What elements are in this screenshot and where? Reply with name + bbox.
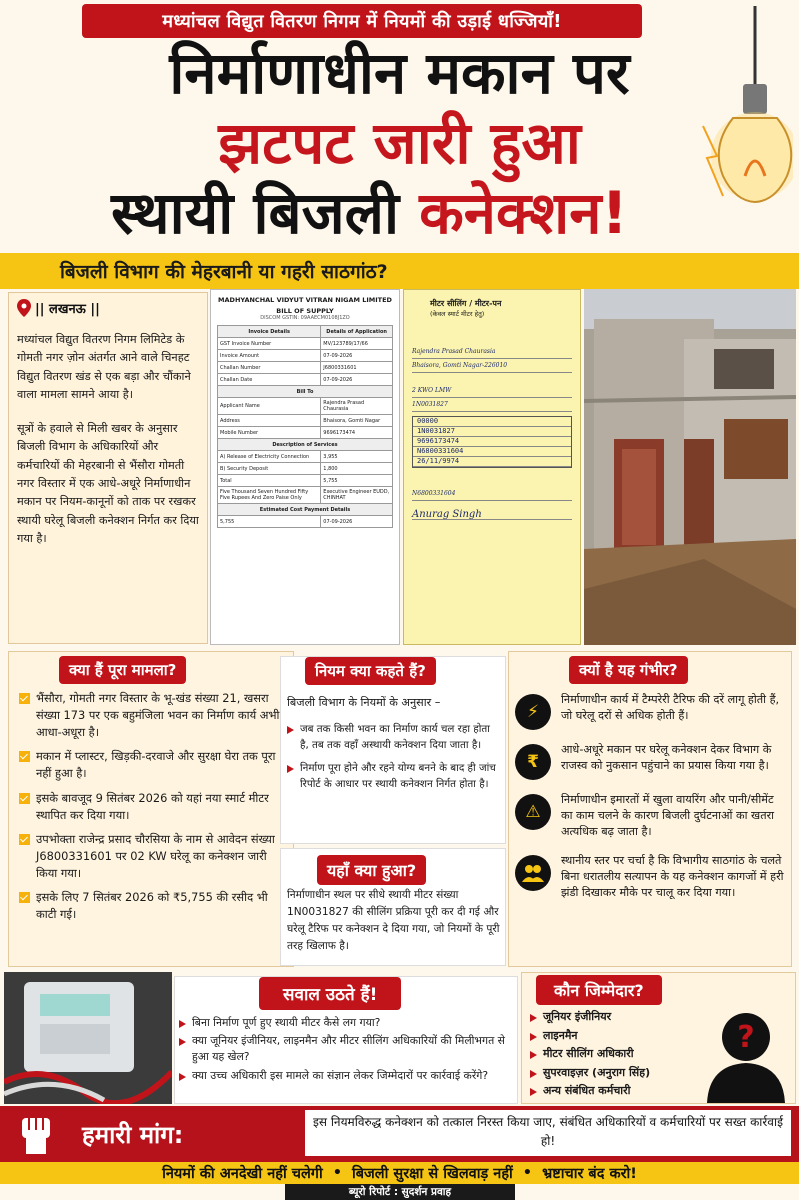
serious-point: स्थानीय स्तर पर चर्चा है कि विभागीय साठगांठ के चलते बिना धरातलीय सत्यापन के यह कनेक्शन कागजों में हरी झंडी दिखाकर मौके पर चालू कर दिया गया। [561, 853, 784, 900]
list-item [515, 742, 787, 780]
seal-reading: 1N0031827 [413, 427, 571, 437]
warning-icon: ⚠ [515, 794, 551, 830]
bill-gstin: DISCOM GSTIN: 09AAECM0108J1ZO [260, 315, 350, 321]
what-happened-text: निर्माणाधीन स्थल पर सीधे स्थायी मीटर संख्या 1N0031827 की सीलिंग प्रक्रिया पूरी कर दी गई और घरेलू टैरिफ पर कनेक्शन दे दिया गया, जो नियमों के पूरी तरह खिलाफ है। [287, 889, 500, 952]
sub-banner: बिजली विभाग की मेहरबानी या गहरी साठगांठ? [0, 253, 799, 289]
headline-line-2: झटपट जारी हुआ [218, 109, 581, 177]
responsible-point: अन्य संबंधित कर्मचारी [543, 1084, 631, 1097]
svg-text:?: ? [737, 1020, 755, 1055]
headline-line-1: निर्माणाधीन मकान पर [169, 39, 630, 107]
bill-key: Mobile Number [218, 427, 321, 439]
bill-section: Estimated Cost Payment Details [218, 504, 393, 516]
arrow-right-icon [179, 1020, 187, 1028]
bill-section: Details of Application [321, 326, 393, 338]
responsible-section [521, 972, 796, 1104]
bill-value: 07-09-2026 [321, 350, 393, 362]
questions-title: सवाल उठते हैं! [259, 977, 401, 1010]
serious-point: आधे-अधूरे मकान पर घरेलू कनेक्शन देकर विभाग के राजस्व को नुकसान पहुंचाने का प्रयास किया गया है। [561, 743, 772, 773]
list-item [287, 760, 501, 793]
seal-signatory: Anurag Singh [412, 509, 572, 520]
bill-key: Applicant Name [218, 398, 321, 415]
bill-key: Invoice Amount [218, 350, 321, 362]
checkbox-icon [19, 751, 30, 762]
rules-point: जब तक किसी भवन का निर्माण कार्य चल रहा होता है, तब तक वहाँ अस्थायी कनेक्शन दिया जाता है। [300, 723, 490, 752]
rules-intro: बिजली विभाग के नियमों के अनुसार – [287, 696, 441, 709]
bill-key: Challan Number [218, 362, 321, 374]
case-point: इसके लिए 7 सितंबर 2026 को ₹5,755 की रसीद भी काटी गई। [36, 890, 268, 922]
question-point: बिना निर्माण पूर्ण हुए स्थायी मीटर कैसे लग गया? [192, 1016, 381, 1029]
bullet-separator: • [522, 1165, 533, 1181]
bill-key: GST Invoice Number [218, 338, 321, 350]
bill-value: 9696173474 [321, 427, 393, 439]
responsible-title: कौन जिम्मेदार? [536, 975, 662, 1005]
case-list [19, 690, 289, 930]
bill-title: BILL OF SUPPLY [276, 307, 334, 315]
bill-key: Challan Date [218, 374, 321, 386]
rules-list [287, 721, 501, 799]
bill-signatory: Executive Engineer EUDD, CHINHAT [321, 487, 393, 504]
checkbox-icon [19, 834, 30, 845]
bill-value: J6800331601 [321, 362, 393, 374]
rules-title: नियम क्या कहते हैं? [305, 657, 436, 685]
responsible-point: जूनियर इंजीनियर [543, 1010, 612, 1023]
seal-reading: 26/11/9974 [413, 457, 571, 467]
list-item [19, 790, 289, 824]
people-icon [515, 855, 551, 891]
seal-name: Rajendra Prasad Chaurasia [412, 348, 572, 359]
questions-section [174, 976, 518, 1104]
building-photo [584, 289, 796, 645]
intro-paragraph-1: मध्यांचल विद्युत वितरण निगम लिमिटेड के गोमती नगर ज़ोन अंतर्गत आने वाले चिनहट विद्युत वितरण खंड से एक बड़ा और चौंकाने वाला मामला सामने आया है। [17, 333, 191, 401]
list-item [179, 1068, 515, 1084]
question-point: क्या उच्च अधिकारी इस मामले का संज्ञान लेकर जिम्मेदारों पर कार्रवाई करेंगे? [192, 1068, 489, 1082]
bill-paid-amount: 5,755 [218, 516, 321, 528]
case-section [8, 651, 294, 967]
location-pin-icon [17, 299, 31, 317]
bill-table [217, 325, 393, 528]
list-item [19, 889, 289, 923]
bill-key: Address [218, 415, 321, 427]
case-title: क्या हैं पूरा मामला? [59, 656, 186, 684]
people-glyph [522, 864, 544, 882]
seal-subtitle: (केवल स्मार्ट मीटर हेतु) [430, 310, 485, 318]
intro-paragraph-2: सूत्रों के हवाले से मिली खबर के अनुसार बिजली विभाग के अधिकारियों और कर्मचारियों की मेहरबानी से भैंसौरा गोमती नगर विस्तार में एक आधे-अधूरे निर्माणाधीन मकान पर नियम-कानूनों को ताक पर रखकर स्थायी घरेलू बिजली कनेक्शन निर्गत कर दिया गया है। [17, 422, 199, 545]
bill-payment-date: 07-09-2026 [321, 516, 393, 528]
smart-meter-photo [4, 972, 172, 1104]
rules-point: निर्माण पूरा होने और रहने योग्य बनने के बाद ही जांच रिपोर्ट के आधार पर स्थायी कनेक्शन निर्गत होता है। [300, 761, 496, 791]
question-point: क्या जूनियर इंजीनियर, लाइनमैन और मीटर सीलिंग अधिकारियों की मिलीभगत से हुआ यह खेल? [192, 1034, 505, 1064]
bill-service: B) Security Deposit [218, 463, 321, 475]
bill-amount-words: Five Thousand Seven Hundred Fifty Five Rupees And Zero Paise Only [218, 487, 321, 504]
checkbox-icon [19, 693, 30, 704]
bill-section: Description of Services [218, 439, 393, 451]
bureau-credit: ब्यूरो रिपोर्ट : सुदर्शन प्रवाह [285, 1184, 515, 1200]
arrow-right-icon [530, 1088, 538, 1096]
arrow-right-icon [287, 726, 295, 734]
list-item [19, 831, 289, 882]
bullet-separator: • [332, 1165, 342, 1181]
checkbox-icon [19, 892, 30, 903]
bill-value: MV/123789/17/66 [321, 338, 393, 350]
arrow-right-icon [530, 1070, 538, 1078]
bill-service: A) Release of Electricity Connection [218, 451, 321, 463]
list-item [515, 853, 787, 902]
list-item [515, 792, 787, 841]
serious-list [515, 692, 787, 913]
list-item [530, 1083, 650, 1100]
meter-sealing-document [403, 289, 581, 645]
bill-value: 07-09-2026 [321, 374, 393, 386]
bill-service-amount: 5,755 [321, 475, 393, 487]
demand-text: इस नियमविरुद्ध कनेक्शन को तत्काल निरस्त किया जाए, संबंधित अधिकारियों व कर्मचारियों पर सख्त कार्रवाई हो! [305, 1110, 791, 1156]
slogans-bar [0, 1162, 799, 1184]
list-item [19, 690, 289, 741]
seal-title: मीटर सीलिंग / मीटर-पन [430, 299, 502, 308]
bill-section: Bill To [218, 386, 393, 398]
raised-fist-icon [14, 1110, 58, 1156]
serious-section [508, 651, 792, 967]
list-item [530, 1046, 650, 1063]
bill-company: MADHYANCHAL VIDYUT VITRAN NIGAM LIMITED [218, 296, 392, 304]
intro-column [8, 292, 208, 644]
slogan: नियमों की अनदेखी नहीं चलेगी [162, 1166, 323, 1182]
arrow-right-icon [179, 1073, 187, 1081]
list-item [179, 1033, 515, 1065]
case-point: भैंसौरा, गोमती नगर विस्तार के भू-खंड संख्या 21, खसरा संख्या 173 पर एक बहुमंजिला भवन का निर्माण कार्य अभी आधा-अधूरा है। [36, 691, 280, 740]
bill-of-supply-document [210, 289, 400, 645]
seal-readings-grid [412, 416, 572, 468]
case-point: मकान में प्लास्टर, खिड़की-दरवाजे और सुरक्षा घेरा तक पूरा नहीं हुआ है। [36, 749, 276, 781]
seal-address: Bhaisora, Gomti Nagar-226010 [412, 362, 572, 373]
what-happened-section [280, 848, 506, 966]
seal-load: 2 KWO LMW [412, 387, 572, 398]
case-point: उपभोक्ता राजेन्द्र प्रसाद चौरसिया के नाम से आवेदन संख्या J6800331601 पर 02 KW घरेलू का कनेक्शन जारी किया गया। [36, 831, 275, 880]
bill-service-amount: 1,800 [321, 463, 393, 475]
slogan: बिजली सुरक्षा से खिलवाड़ नहीं [352, 1166, 513, 1182]
headline-line-3-black: स्थायी बिजली [111, 179, 400, 247]
rupee-icon: ₹ [515, 744, 551, 780]
list-item [179, 1015, 515, 1031]
arrow-right-icon [530, 1033, 538, 1041]
responsible-point: सुपरवाइज़र (अनुराग सिंह) [543, 1065, 651, 1079]
checkbox-icon [19, 793, 30, 804]
bill-service: Total [218, 475, 321, 487]
what-happened-title: यहाँ क्या हुआ? [317, 855, 426, 885]
arrow-right-icon [179, 1038, 187, 1046]
location-text: || लखनऊ || [35, 302, 100, 317]
list-item [287, 721, 501, 754]
lightning-icon: ⚡ [515, 694, 551, 730]
seal-meter-no: 1N0031827 [412, 401, 572, 412]
serious-point: निर्माणाधीन इमारतों में खुला वायरिंग और पानी/सीमेंट का काम चलने के कारण बिजली दुर्घटनाओं का खतरा अत्यधिक बढ़ जाता है। [561, 793, 775, 839]
responsible-point: लाइनमैन [543, 1028, 578, 1042]
location-line [17, 299, 199, 317]
seal-ref: N6800331604 [412, 490, 572, 501]
list-item [515, 692, 787, 730]
top-banner: मध्यांचल विद्युत वितरण निगम में नियमों की उड़ाई धज्जियाँ! [82, 4, 642, 38]
bill-value: Rajendra Prasad Chaurasia [321, 398, 393, 415]
question-silhouette-icon [703, 1003, 789, 1103]
arrow-right-icon [287, 765, 295, 773]
responsible-point: मीटर सीलिंग अधिकारी [543, 1047, 634, 1060]
arrow-right-icon [530, 1051, 538, 1059]
bill-service-amount: 3,955 [321, 451, 393, 463]
serious-title: क्यों है यह गंभीर? [569, 656, 688, 684]
rules-section [280, 656, 506, 844]
seal-reading: N6800331604 [413, 447, 571, 457]
headline-line-3 [0, 179, 769, 247]
seal-reading: 00000 [413, 417, 571, 427]
demand-label: हमारी मांग: [82, 1121, 184, 1149]
case-point: इसके बावजूद 9 सितंबर 2026 को यहां नया स्मार्ट मीटर स्थापित कर दिया गया। [36, 790, 269, 822]
list-item [530, 1065, 650, 1082]
serious-point: निर्माणाधीन कार्य में टैम्परेरी टैरिफ की दरें लागू होती हैं, जो घरेलू दरों से अधिक होती हैं। [561, 693, 780, 723]
list-item [530, 1028, 650, 1045]
bill-value: Bhaisora, Gomti Nagar [321, 415, 393, 427]
questions-list [179, 1015, 515, 1086]
slogan: भ्रष्टाचार बंद करो! [542, 1166, 637, 1182]
responsible-list [530, 1009, 650, 1102]
seal-reading: 9696173474 [413, 437, 571, 447]
list-item [530, 1009, 650, 1026]
headline-line-3-red: कनेक्शन! [419, 179, 628, 247]
list-item [19, 748, 289, 782]
bill-section: Invoice Details [218, 326, 321, 338]
arrow-right-icon [530, 1014, 538, 1022]
